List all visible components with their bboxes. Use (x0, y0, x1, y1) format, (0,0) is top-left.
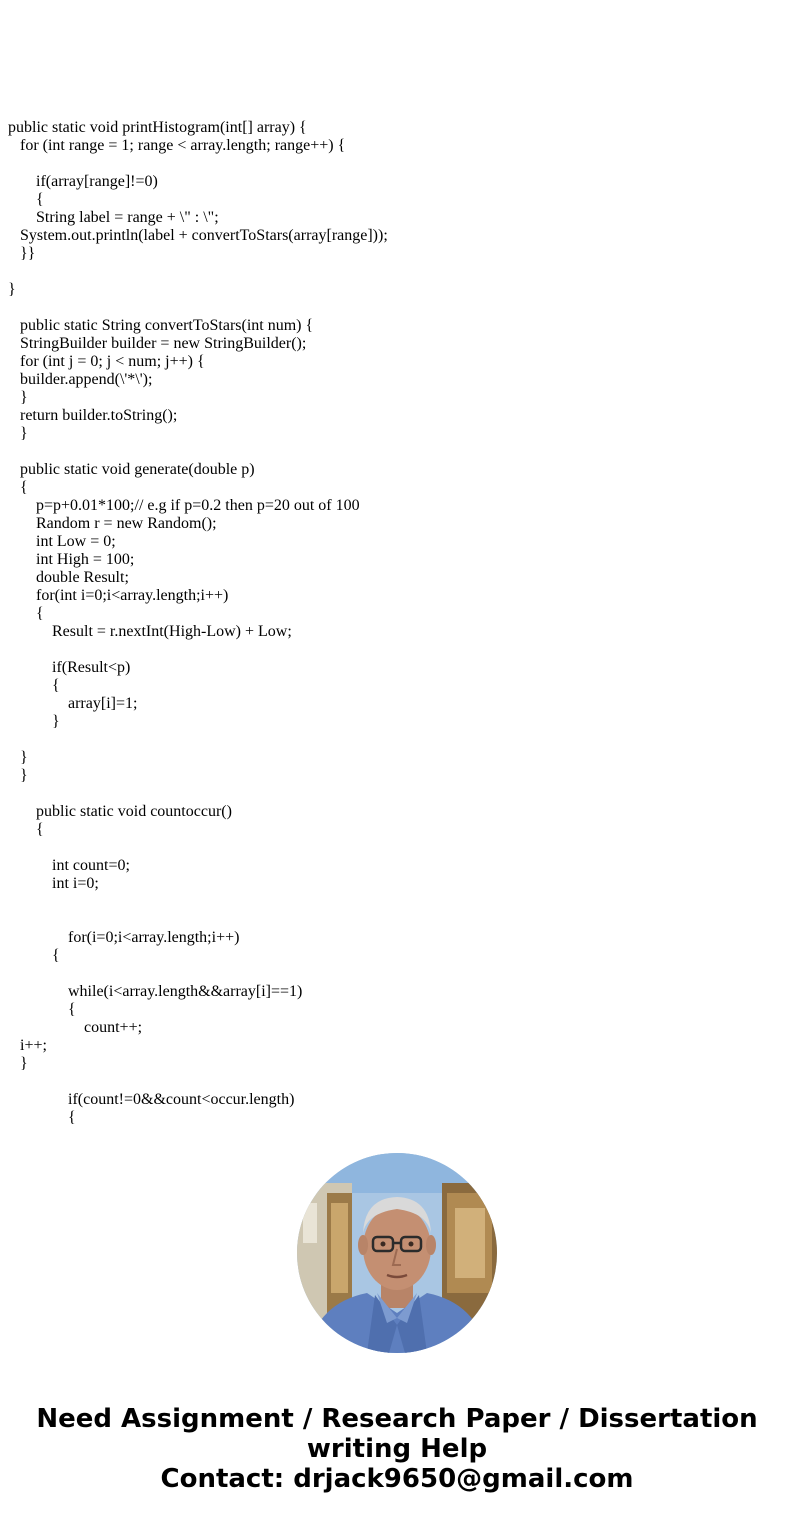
code-line: } (8, 281, 16, 298)
code-line: System.out.println(label + convertToStars(array[range])); (8, 227, 388, 244)
code-line: while(i<array.length&&array[i]==1) (8, 983, 303, 1000)
code-line (8, 1073, 788, 1091)
code-line: String label = range + \" : \"; (8, 209, 219, 226)
code-line (8, 443, 788, 461)
code-line: { (8, 191, 44, 208)
code-line: if(count!=0&&count<occur.length) (8, 1091, 295, 1108)
code-line: int i=0; (8, 875, 99, 892)
code-line: } (8, 1055, 28, 1072)
code-line (8, 785, 788, 803)
code-line: } (8, 389, 28, 406)
code-line: }} (8, 245, 36, 262)
promo-headline: Need Assignment / Research Paper / Dissertation (36, 1404, 758, 1434)
code-line: builder.append(\'*\'); (8, 371, 153, 388)
code-line (8, 911, 788, 929)
code-line: for(i=0;i<array.length;i++) (8, 929, 240, 946)
code-line: for(int i=0;i<array.length;i++) (8, 587, 229, 604)
contact-email: Contact: drjack9650@gmail.com (160, 1464, 634, 1494)
code-line: { (8, 1109, 76, 1126)
presenter-photo-icon (297, 1153, 497, 1353)
promo-banner (0, 1404, 794, 1494)
code-line: } (8, 767, 28, 784)
code-line: public static void countoccur() (8, 803, 232, 820)
code-line (8, 893, 788, 911)
code-line: { (8, 605, 44, 622)
code-listing (8, 119, 788, 1127)
code-line: i++; (8, 1037, 47, 1054)
code-line: public static void printHistogram(int[] array) { (8, 119, 307, 136)
code-line: { (8, 821, 44, 838)
code-line: } (8, 713, 60, 730)
code-line (8, 965, 788, 983)
code-line (8, 839, 788, 857)
code-line: } (8, 749, 28, 766)
code-line: if(array[range]!=0) (8, 173, 158, 190)
code-line: { (8, 1001, 76, 1018)
promo-subheadline: writing Help (306, 1434, 488, 1464)
code-line: { (8, 677, 60, 694)
code-line: Result = r.nextInt(High-Low) + Low; (8, 623, 292, 640)
code-line: return builder.toString(); (8, 407, 178, 424)
code-line: StringBuilder builder = new StringBuilder(); (8, 335, 307, 352)
code-line: count++; (8, 1019, 143, 1036)
code-line: if(Result<p) (8, 659, 131, 676)
code-line: for (int range = 1; range < array.length; range++) { (8, 137, 346, 154)
code-line: array[i]=1; (8, 695, 138, 712)
code-line: public static String convertToStars(int num) { (8, 317, 314, 334)
code-line: p=p+0.01*100;// e.g if p=0.2 then p=20 out of 100 (8, 497, 360, 514)
code-line: { (8, 947, 60, 964)
code-line: int count=0; (8, 857, 130, 874)
code-line: int High = 100; (8, 551, 135, 568)
code-line (8, 731, 788, 749)
code-line: for (int j = 0; j < num; j++) { (8, 353, 205, 370)
code-line: } (8, 425, 28, 442)
code-line (8, 299, 788, 317)
code-line: Random r = new Random(); (8, 515, 217, 532)
code-line (8, 641, 788, 659)
presenter-avatar (297, 1153, 497, 1353)
code-line: { (8, 479, 28, 496)
code-line: public static void generate(double p) (8, 461, 255, 478)
code-line: int Low = 0; (8, 533, 116, 550)
code-line: double Result; (8, 569, 129, 586)
code-line (8, 155, 788, 173)
code-line (8, 263, 788, 281)
